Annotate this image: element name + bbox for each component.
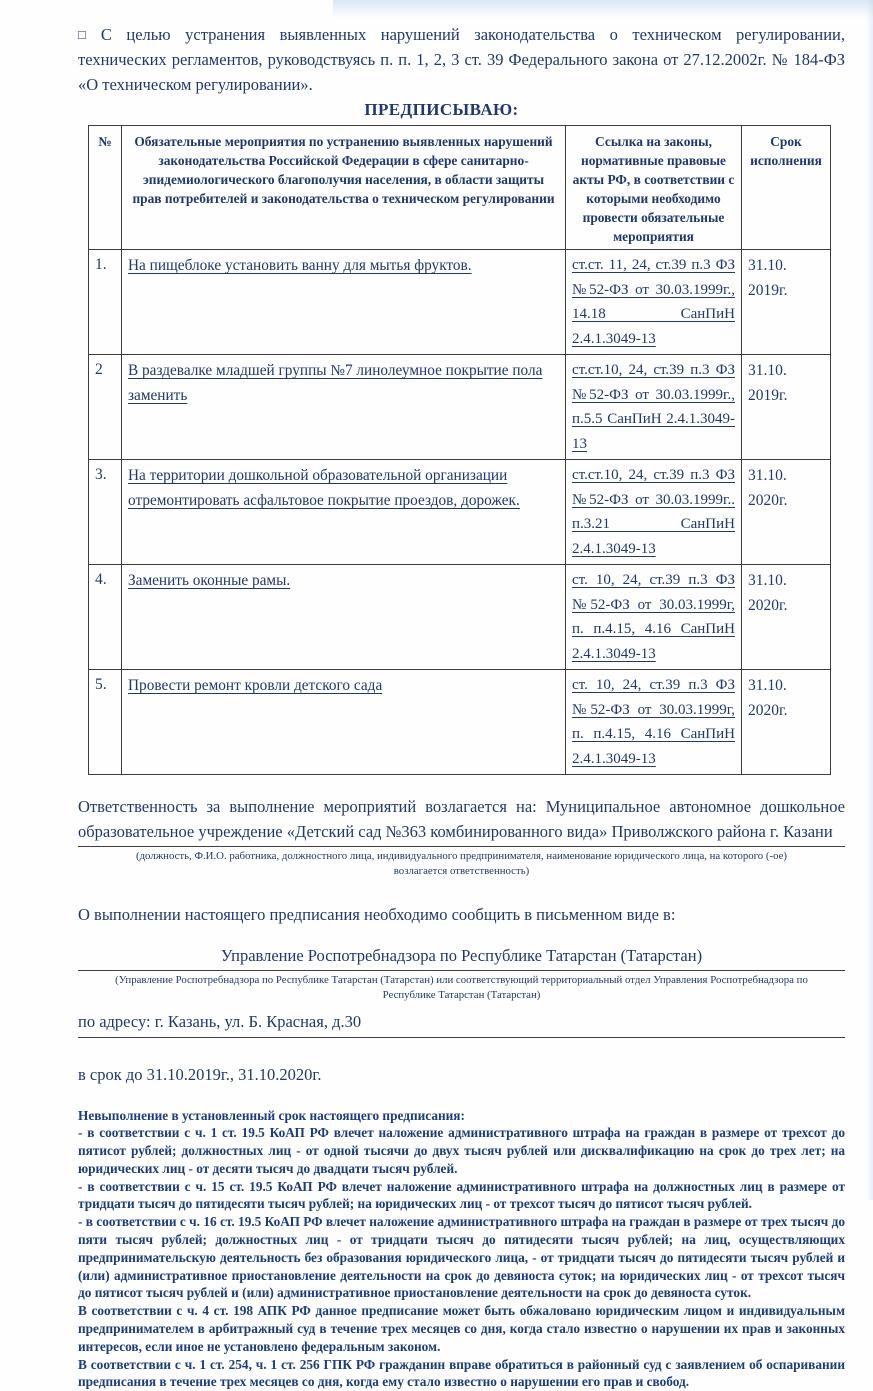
penalty-item: В соответствии с ч. 1 ст. 254, ч. 1 ст. 256 ГПК РФ гражданин вправе обратиться в районный суд с заявлением об оспаривании предписания в течение трех месяцев со дня, когда ему стало известно о нарушении его прав и свобод. [78, 1356, 845, 1391]
row-reference: ст. 10, 24, ст.39 п.3 ФЗ №52-ФЗ от 30.03.1999г, п. п.4.15, 4.16 СанПиН 2.4.1.3049-13 [566, 670, 742, 775]
penalty-item: - в соответствии с ч. 1 ст. 19.5 КоАП РФ влечет наложение административного штрафа на граждан в размере от трехсот до пятисот рублей; должностных лиц - от одной тысячи до двух тысяч рублей или дисквалификацию на срок до трех лет; на юридических лиц - от десяти тысяч до двадцати тысяч рублей. [78, 1124, 845, 1177]
row-number: 4. [89, 565, 122, 670]
row-action: На пищеблоке установить ванну для мытья фруктов. [122, 250, 566, 355]
row-reference: ст.ст.10, 24, ст.39 п.3 ФЗ №52-ФЗ от 30.03.1999г., п.5.5 СанПиН 2.4.1.3049-13 [566, 355, 742, 460]
row-deadline: 31.10. 2020г. [742, 670, 831, 775]
row-action: В раздевалке младшей группы №7 линолеумное покрытие пола заменить [122, 355, 566, 460]
checkbox-square-icon: □ [78, 22, 86, 47]
table-row [89, 460, 831, 565]
table-row [89, 565, 831, 670]
penalty-item: В соответствии с ч. 4 ст. 198 АПК РФ данное предписание может быть обжаловано юридическим лицом и индивидуальным предпринимателем в арбитражный суд в течение трех месяцев со дня, когда стало известно о нарушении их прав и законных интересов, если иное не установлено федеральным законом. [78, 1302, 845, 1355]
row-action: Провести ремонт кровли детского сада [122, 670, 566, 775]
row-number: 2 [89, 355, 122, 460]
penalties-section [78, 1107, 845, 1391]
prescriptions-table [88, 125, 831, 775]
row-reference: ст.ст.10, 24, ст.39 п.3 ФЗ №52-ФЗ от 30.03.1999г.. п.3.21 СанПиН 2.4.1.3049-13 [566, 460, 742, 565]
signature-rule [78, 846, 845, 847]
table-header-row [89, 126, 831, 250]
row-number: 5. [89, 670, 122, 775]
deadline-summary: в срок до 31.10.2019г., 31.10.2020г. [78, 1062, 845, 1087]
authority-name: Управление Роспотребнадзора по Республике Татарстан (Татарстан) [78, 944, 845, 971]
header-deadline: Срок исполнения [742, 126, 831, 250]
table-row [89, 355, 831, 460]
row-action: Заменить оконные рамы. [122, 565, 566, 670]
penalties-title: Невыполнение в установленный срок настоящего предписания: [78, 1107, 845, 1125]
table-row [89, 250, 831, 355]
authority-address: по адресу: г. Казань, ул. Б. Красная, д.30 [78, 1009, 845, 1038]
row-number: 3. [89, 460, 122, 565]
header-number: № [89, 126, 122, 250]
row-number: 1. [89, 250, 122, 355]
penalty-item: - в соответствии с ч. 15 ст. 19.5 КоАП РФ влечет наложение административного штрафа на должностных лиц в размере от тридцати тысяч до пятидесяти тысяч рублей; на юридических лиц - от трехсот тысяч до пятисот тысяч рублей. [78, 1178, 845, 1214]
report-intro: О выполнении настоящего предписания необходимо сообщить в письменном виде в: [78, 902, 845, 927]
responsibility-footnote: (должность, Ф.И.О. работника, должностного лица, индивидуального предпринимателя, наименование юридического лица, на которого (-ое) возлагается ответственность) [78, 849, 845, 879]
row-reference: ст.ст. 11, 24, ст.39 п.3 ФЗ №52-ФЗ от 30.03.1999г., 14.18 СанПиН 2.4.1.3049-13 [566, 250, 742, 355]
authority-footnote: (Управление Роспотребнадзора по Республике Татарстан (Татарстан) или соответствующий территориальный отдел Управления Роспотребнадзора по Республике Татарстан (Татарстан) [78, 973, 845, 1003]
row-reference: ст. 10, 24, ст.39 п.3 ФЗ №52-ФЗ от 30.03.1999г, п. п.4.15, 4.16 СанПиН 2.4.1.3049-13 [566, 565, 742, 670]
penalty-item: - в соответствии с ч. 16 ст. 19.5 КоАП РФ влечет наложение административного штрафа на граждан в размере от трех тысяч до пяти тысяч рублей; должностных лиц - от тридцати тысяч до пятидесяти тысяч рублей; на лиц, осуществляющих предпринимательскую деятельность без образования юридического лица, - от тридцати тысяч до пятидесяти тысяч рублей и (или) административное приостановление деятельности на срок до девяноста суток; на юридических лиц - от трехсот тысяч до пятисот тысяч рублей и (или) административное приостановление деятельности на срок до девяноста суток. [78, 1213, 845, 1302]
header-reference: Ссылка на законы, нормативные правовые акты РФ, в соответствии с которыми необходимо провести обязательные мероприятия [566, 126, 742, 250]
header-measures: Обязательные мероприятия по устранению выявленных нарушений законодательства Российской Федерации в сфере санитарно- эпидемиологического благополучия населения, в области защиты прав потребителей и законодательства о техническом регулировании [122, 126, 566, 250]
table-row [89, 670, 831, 775]
row-deadline: 31.10. 2020г. [742, 565, 831, 670]
row-deadline: 31.10. 2020г. [742, 460, 831, 565]
intro-paragraph [78, 22, 845, 97]
page-title: ПРЕДПИСЫВАЮ: [78, 100, 805, 120]
row-action: На территории дошкольной образовательной организации отремонтировать асфальтовое покрытие проездов, дорожек. [122, 460, 566, 565]
row-deadline: 31.10. 2019г. [742, 250, 831, 355]
intro-text: С целью устранения выявленных нарушений законодательства о техническом регулировании, технических регламентов, руководствуясь п. п. 1, 2, 3 ст. 39 Федерального закона от 27.12.2002г. № 184-ФЗ «О техническом регулировании». [78, 25, 845, 94]
responsibility-paragraph: Ответственность за выполнение мероприятий возлагается на: Муниципальное автономное дошкольное образовательное учреждение «Детский сад №363 комбинированного вида» Приволжского района г. Казани [78, 794, 845, 844]
row-deadline: 31.10. 2019г. [742, 355, 831, 460]
